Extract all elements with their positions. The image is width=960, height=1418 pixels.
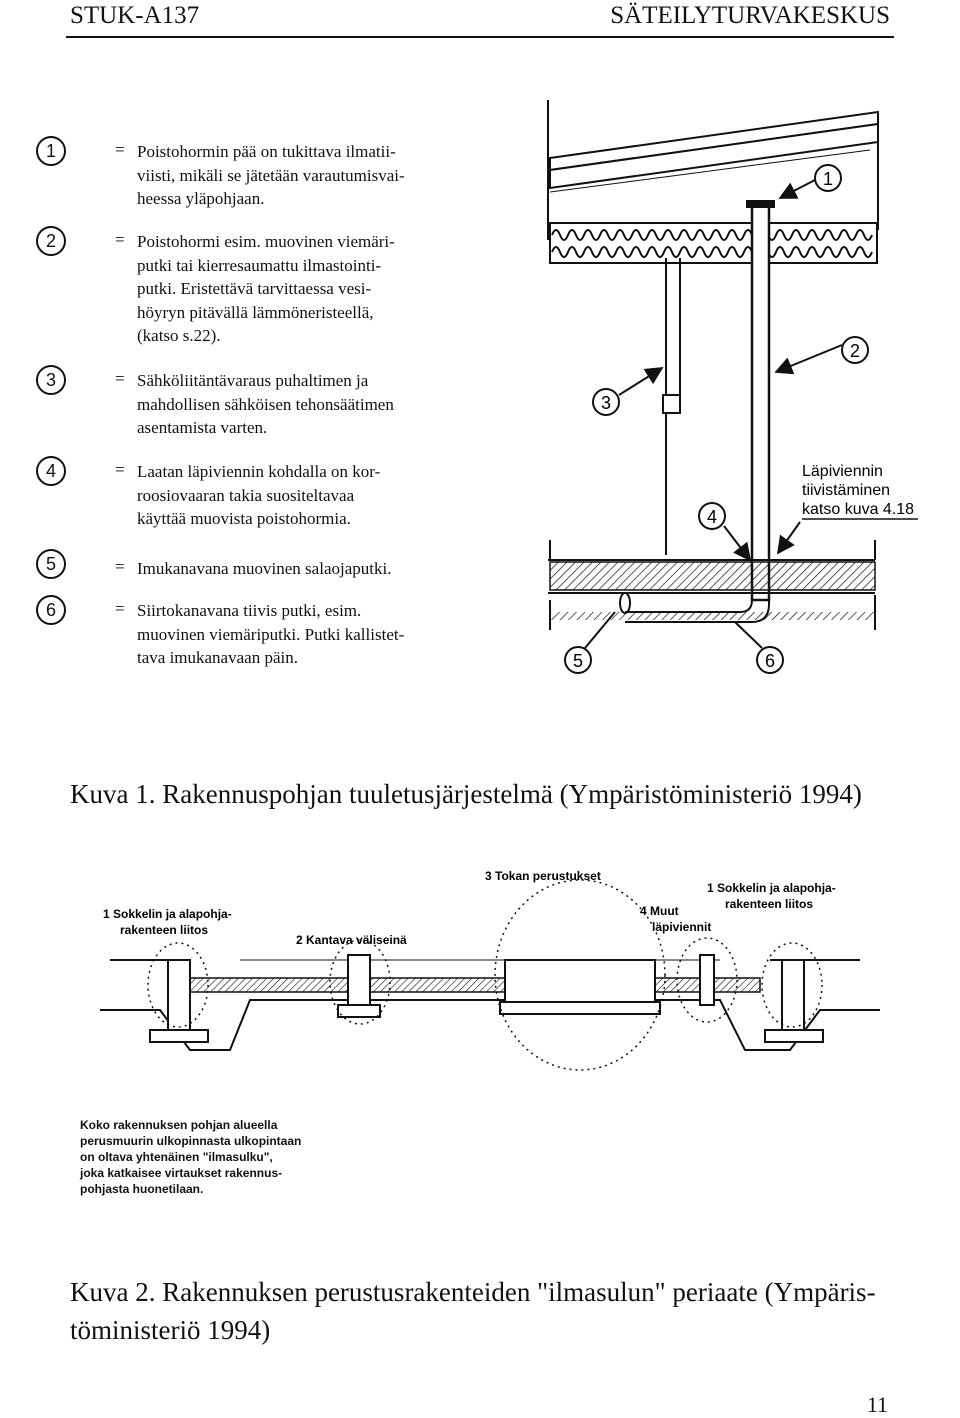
marker-3 (593, 368, 662, 415)
figure1-ventilation-diagram (530, 95, 960, 695)
page-number: 11 (866, 1392, 888, 1417)
svg-text:2: 2 (849, 341, 861, 361)
caption-text-cont: töministeriö 1994) (70, 1315, 271, 1345)
legend-item-3 (36, 365, 486, 440)
legend-marker: 2 (36, 226, 66, 256)
legend-item-2 (36, 226, 486, 351)
header-rule (66, 36, 894, 38)
legend-item-1 (36, 136, 486, 216)
figure2-air-barrier-diagram (70, 860, 890, 1105)
legend-item-6 (36, 595, 486, 675)
svg-text:1: 1 (822, 169, 834, 189)
figure2-note (80, 1117, 301, 1197)
svg-text:katso kuva 4.18: katso kuva 4.18 (802, 501, 915, 518)
legend-marker: 6 (36, 595, 66, 625)
legend-marker: 5 (36, 549, 66, 579)
legend-equals: = (115, 460, 125, 479)
label-other-penetrations-1: 4 Muut (640, 904, 679, 918)
figure1-caption: Kuva 1. Rakennuspohjan tuuletusjärjestelmä (Ympäristöministeriö 1994) (70, 779, 862, 809)
svg-text:5: 5 (572, 651, 584, 671)
exhaust-pipe (663, 200, 775, 600)
legend-marker: 1 (36, 136, 66, 166)
ceiling-insulation (550, 223, 877, 263)
label-plinth-left-2: rakenteen liitos (120, 923, 209, 937)
svg-text:4: 4 (706, 507, 718, 527)
note-line: on oltava yhtenäinen "ilmasulku", (80, 1150, 273, 1164)
marker-4 (699, 503, 750, 560)
legend-marker: 3 (36, 365, 66, 395)
label-plinth-right-1: 1 Sokkelin ja alapohja- (707, 881, 836, 895)
legend-text: Sähköliitäntävaraus puhaltimen ja mahdollisen sähköisen tehonsäätimen asentamista varten. (137, 371, 394, 437)
note-line: Koko rakennuksen pohjan alueella (80, 1118, 278, 1132)
legend-equals: = (115, 140, 125, 159)
note-line: joka katkaisee virtaukset rakennus- (80, 1166, 283, 1180)
legend-text: Poistohormin pää on tukittava ilmatii- viisti, mikäli se jätetään varautumisvai- heessa yläpohjaan. (137, 142, 405, 208)
legend-text: Poistohormi esim. muovinen viemäri- putki tai kierresaumattu ilmastointi- putki. Eristettävä tarvittaessa vesi- höyryn pitävällä lämmöneristeellä, (katso s.22). (137, 232, 395, 345)
marker-1 (780, 165, 841, 198)
floor-slab (548, 540, 875, 630)
marker-6 (735, 622, 783, 673)
penetration-sealing-note (778, 463, 918, 553)
label-bearing-wall: 2 Kantava väliseinä (296, 933, 407, 947)
legend-marker: 4 (36, 456, 66, 486)
legend-item-4 (36, 456, 486, 531)
caption-label: Kuva 2. (70, 1277, 156, 1307)
caption-text: Rakennuksen perustusrakenteiden "ilmasulun" periaate (Ympäris- (162, 1277, 876, 1307)
legend-text: Laatan läpiviennin kohdalla on kor- roosiovaaran takia suositeltavaa käyttää muovista poistohormia. (137, 462, 381, 528)
ground-line (100, 1000, 880, 1050)
header-organization: SÄTEILYTURVAKESKUS (610, 2, 890, 29)
svg-text:tiivistäminen: tiivistäminen (802, 482, 891, 499)
marker-2 (776, 337, 868, 372)
note-line: perusmuurin ulkopinnasta ulkopintaan (80, 1134, 302, 1148)
legend-equals: = (115, 599, 125, 618)
figure2-caption (70, 1273, 930, 1349)
label-other-penetrations-2: läpiviennit (652, 920, 712, 934)
svg-text:Läpiviennin: Läpiviennin (802, 463, 883, 480)
legend-equals: = (115, 230, 125, 249)
label-plinth-right-2: rakenteen liitos (725, 897, 814, 911)
legend-text: Imukanavana muovinen salaojaputki. (137, 559, 392, 578)
label-fireplace-foundations: 3 Tokan perustukset (485, 869, 601, 883)
legend-equals: = (115, 369, 125, 388)
svg-text:3: 3 (600, 393, 612, 413)
note-line: pohjasta huonetilaan. (80, 1182, 204, 1196)
label-plinth-left-1: 1 Sokkelin ja alapohja- (103, 907, 232, 921)
svg-text:6: 6 (764, 651, 776, 671)
marker-5 (565, 612, 615, 673)
plinth-right (762, 943, 823, 1042)
floor-slab (190, 978, 760, 992)
header-report-id: STUK-A137 (70, 2, 200, 29)
legend-equals: = (115, 557, 125, 576)
legend-item-5 (36, 549, 486, 579)
legend-text: Siirtokanavana tiivis putki, esim. muovinen viemäriputki. Putki kallistet- tava imukanavaan päin. (137, 601, 405, 667)
